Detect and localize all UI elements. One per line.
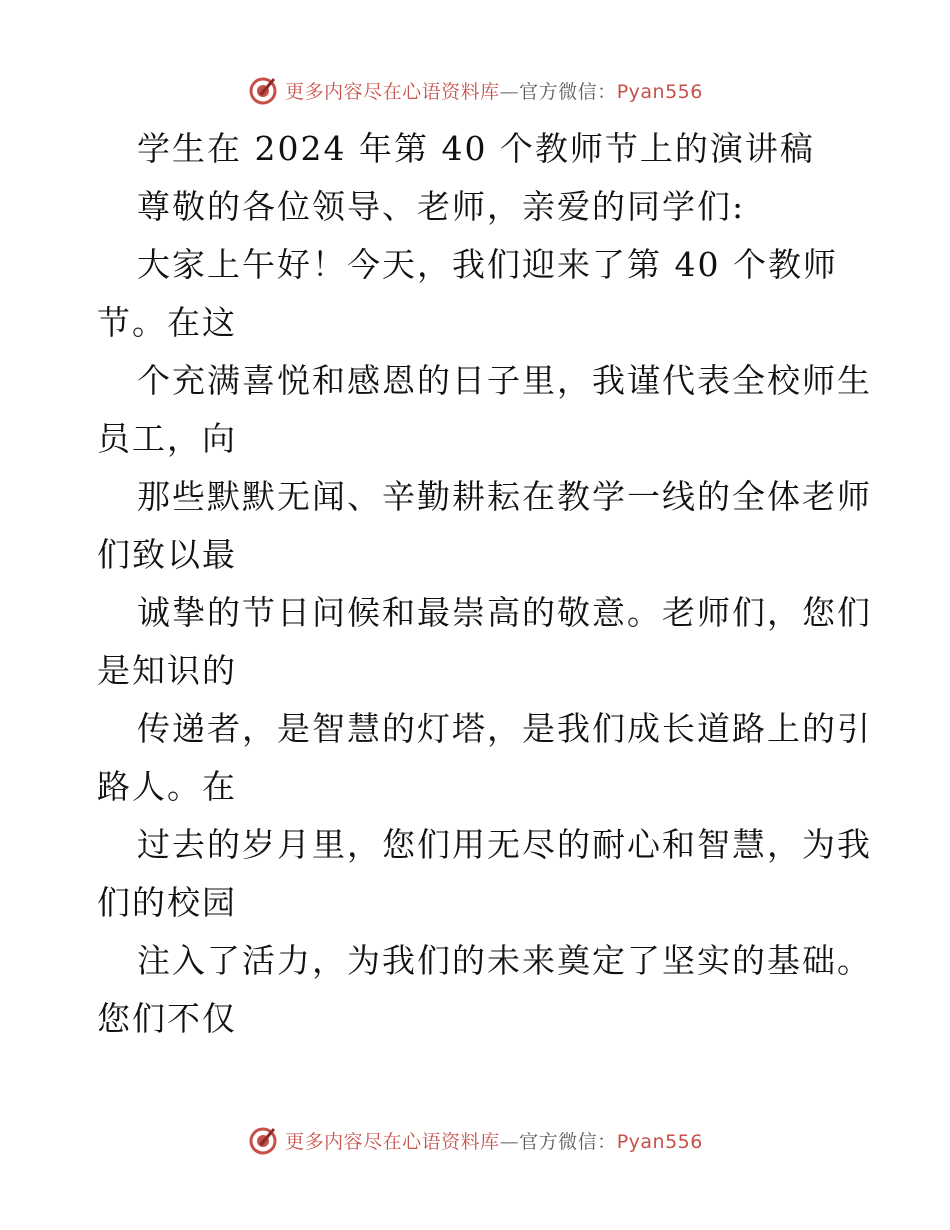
watermark-wechat-label: 官方微信： [519, 80, 617, 103]
watermark-separator: — [499, 1130, 520, 1153]
watermark-separator: — [499, 80, 520, 103]
text-line: 个充满喜悦和感恩的日子里，我谨代表全校师生 [137, 361, 872, 400]
text-line: 过去的岁月里，您们用无尽的耐心和智慧，为我 [137, 825, 872, 864]
quill-seal-icon [247, 1124, 279, 1156]
quill-seal-icon [247, 74, 279, 106]
footer-watermark [0, 1123, 950, 1157]
watermark-main-text: 更多内容尽在心语资料库 [285, 80, 500, 103]
text-line: 路人。在 [97, 767, 237, 806]
watermark-wechat-label: 官方微信： [519, 1130, 617, 1153]
header-watermark [0, 73, 950, 107]
text-line: 传递者，是智慧的灯塔，是我们成长道路上的引 [137, 709, 872, 748]
text-line: 们致以最 [97, 535, 237, 574]
watermark-text [285, 1127, 703, 1154]
text-line: 们的校园 [97, 883, 237, 922]
text-line: 员工，向 [97, 419, 237, 458]
watermark-wechat-id: Pyan556 [616, 80, 703, 103]
text-line: 大家上午好！今天，我们迎来了第 40 个教师 [137, 245, 838, 284]
watermark-text [285, 77, 703, 104]
document-body [97, 120, 872, 1048]
text-line: 注入了活力，为我们的未来奠定了坚实的基础。 [137, 941, 872, 980]
text-line: 学生在 2024 年第 40 个教师节上的演讲稿 [137, 129, 815, 168]
text-line: 那些默默无闻、辛勤耕耘在教学一线的全体老师 [137, 477, 872, 516]
text-line: 尊敬的各位领导、老师，亲爱的同学们: [137, 187, 746, 226]
text-line: 诚挚的节日问候和最崇高的敬意。老师们，您们 [137, 593, 872, 632]
text-line: 是知识的 [97, 651, 237, 690]
watermark-main-text: 更多内容尽在心语资料库 [285, 1130, 500, 1153]
text-line: 您们不仅 [97, 999, 237, 1038]
watermark-wechat-id: Pyan556 [616, 1130, 703, 1153]
text-line: 节。在这 [97, 303, 237, 342]
